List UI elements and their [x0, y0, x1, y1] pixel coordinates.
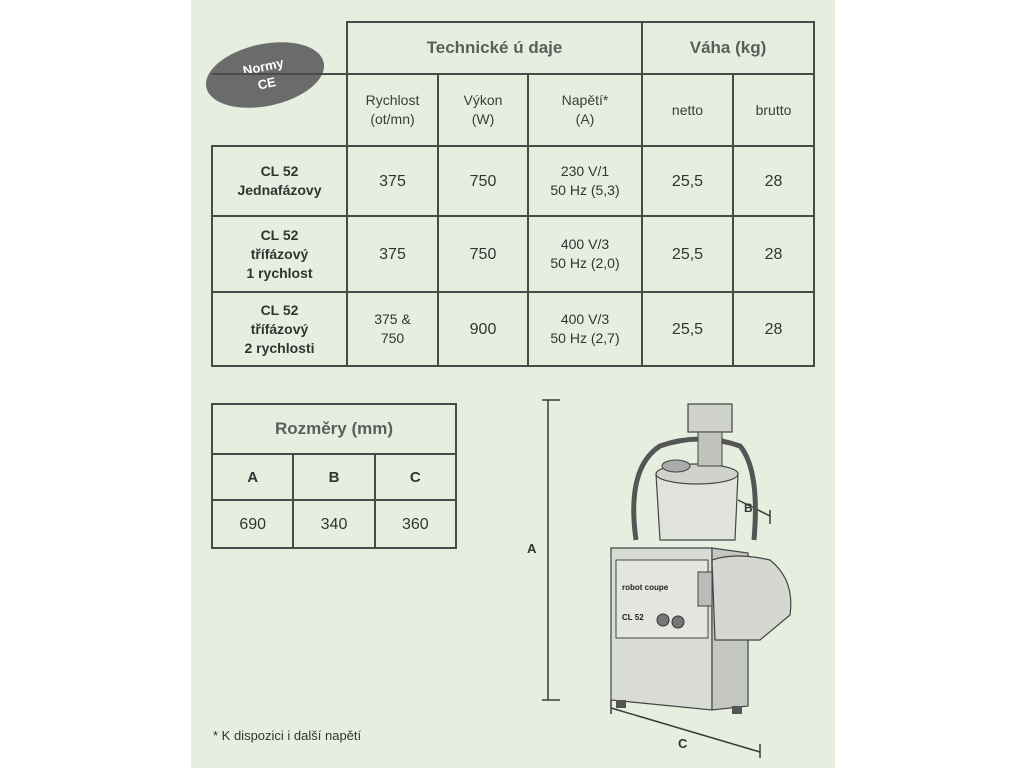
- dim-value-a: 690: [212, 500, 293, 548]
- voltage-cell: 230 V/1 50 Hz (5,3): [528, 146, 642, 216]
- power-cell: 750: [438, 146, 528, 216]
- brutto-cell: 28: [733, 292, 814, 366]
- col-brutto-header: brutto: [733, 74, 814, 146]
- weight-header: Váha (kg): [642, 22, 814, 74]
- model-plate: CL 52: [622, 613, 644, 622]
- power-knob-icon: [657, 614, 669, 626]
- col-netto-header: netto: [642, 74, 733, 146]
- dim-header-b: B: [293, 454, 374, 500]
- speed-knob-icon: [672, 616, 684, 628]
- speed-cell: 375: [347, 146, 438, 216]
- dim-label-a: A: [527, 541, 537, 556]
- speed-cell: 375 & 750: [347, 292, 438, 366]
- dim-value-b: 340: [293, 500, 374, 548]
- netto-cell: 25,5: [642, 216, 733, 292]
- dim-header-a: A: [212, 454, 293, 500]
- dim-label-b: B: [744, 501, 753, 515]
- cutter-head: [712, 556, 791, 640]
- col-voltage-header: Napětí* (A): [528, 74, 642, 146]
- col-power-header: Výkon (W): [438, 74, 528, 146]
- brand-label: robot coupe: [622, 583, 669, 592]
- col-speed-header: Rychlost (ot/mn): [347, 74, 438, 146]
- technical-data-header: Technické ú daje: [347, 22, 642, 74]
- brutto-cell: 28: [733, 216, 814, 292]
- pusher-lever: [688, 404, 732, 432]
- dim-label-c: C: [678, 736, 688, 751]
- dim-value-c: 360: [375, 500, 456, 548]
- netto-cell: 25,5: [642, 292, 733, 366]
- badge-line2: CE: [256, 74, 278, 93]
- netto-cell: 25,5: [642, 146, 733, 216]
- voltage-cell: 400 V/3 50 Hz (2,0): [528, 216, 642, 292]
- badge-line1: Normy: [241, 55, 285, 79]
- model-cell: CL 52 Jednafázovy: [212, 146, 347, 216]
- model-cell: CL 52 třífázový 1 rychlost: [212, 216, 347, 292]
- power-cell: 900: [438, 292, 528, 366]
- dim-header-c: C: [375, 454, 456, 500]
- model-cell: CL 52 třífázový 2 rychlosti: [212, 292, 347, 366]
- brutto-cell: 28: [733, 146, 814, 216]
- dimensions-title: Rozměry (mm): [212, 404, 456, 454]
- footnote: * K dispozici i další napětí: [213, 728, 362, 743]
- voltage-cell: 400 V/3 50 Hz (2,7): [528, 292, 642, 366]
- speed-cell: 375: [347, 216, 438, 292]
- latch: [698, 572, 712, 606]
- power-cell: 750: [438, 216, 528, 292]
